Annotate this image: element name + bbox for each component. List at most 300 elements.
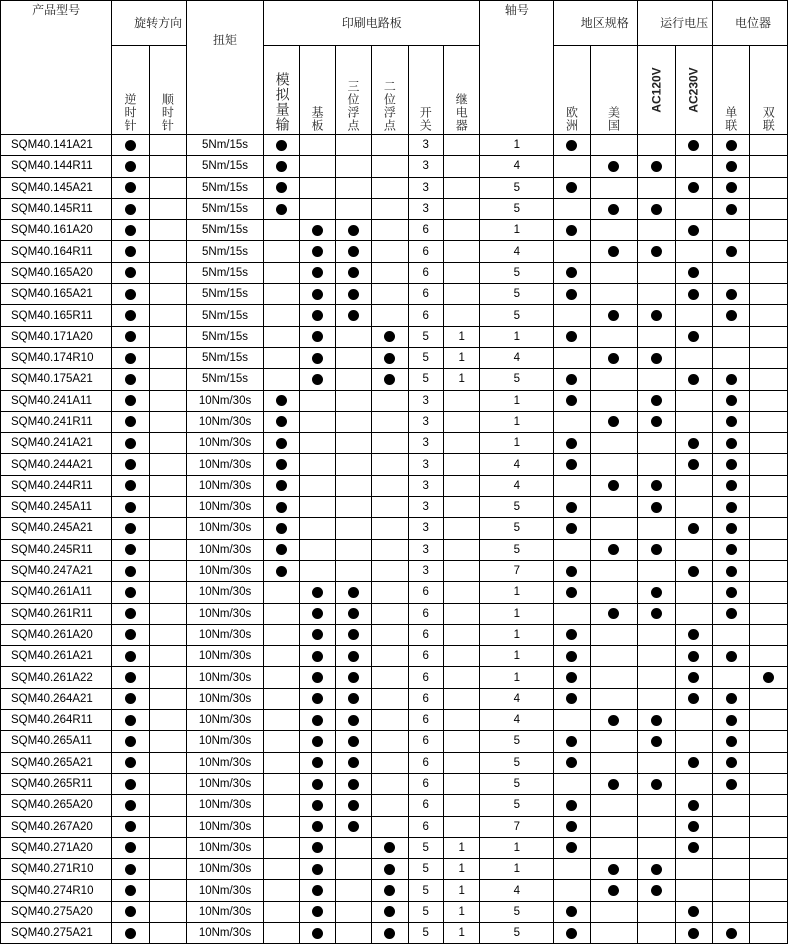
cell-torque-value: 10Nm/30s bbox=[198, 586, 252, 599]
cell-double bbox=[750, 688, 788, 709]
table-row bbox=[1, 262, 788, 283]
cell-cw bbox=[149, 688, 186, 709]
cell-ccw bbox=[112, 603, 149, 624]
cell-shaft bbox=[480, 667, 554, 688]
cell-relay bbox=[443, 262, 479, 283]
cell-analog bbox=[263, 326, 299, 347]
cell-three-point bbox=[335, 369, 371, 390]
cell-ccw bbox=[112, 220, 149, 241]
cell-single-value bbox=[726, 757, 737, 768]
cell-usa bbox=[590, 305, 638, 326]
cell-usa bbox=[590, 135, 638, 156]
cell-single bbox=[713, 901, 750, 922]
cell-three-point bbox=[335, 773, 371, 794]
cell-shaft-value: 1 bbox=[513, 330, 521, 343]
cell-model bbox=[1, 816, 112, 837]
cell-switch bbox=[408, 859, 443, 880]
cell-single bbox=[713, 731, 750, 752]
cell-europe bbox=[554, 752, 590, 773]
cell-switch-value: 3 bbox=[422, 139, 429, 152]
cell-ccw bbox=[112, 241, 149, 262]
cell-model-value: SQM40.274R10 bbox=[11, 884, 94, 897]
cell-analog-value bbox=[276, 459, 287, 470]
cell-europe-value bbox=[566, 225, 577, 236]
cell-switch-value: 6 bbox=[422, 628, 429, 641]
cell-model bbox=[1, 135, 112, 156]
cell-torque-value: 5Nm/15s bbox=[202, 245, 249, 258]
cell-usa bbox=[590, 560, 638, 581]
cell-three-point bbox=[335, 731, 371, 752]
cell-shaft-value: 1 bbox=[513, 671, 521, 684]
cell-three-point-value bbox=[348, 629, 359, 640]
cell-three-point bbox=[335, 922, 371, 943]
cell-three-point-value bbox=[348, 289, 359, 300]
cell-torque-value: 10Nm/30s bbox=[198, 863, 252, 876]
cell-single bbox=[713, 773, 750, 794]
header-base: 基板 bbox=[300, 46, 335, 135]
cell-base-value bbox=[312, 757, 323, 768]
cell-ac230 bbox=[675, 135, 712, 156]
cell-relay-value: 1 bbox=[458, 373, 465, 386]
cell-base-value bbox=[312, 651, 323, 662]
cell-model bbox=[1, 710, 112, 731]
cell-torque-value: 10Nm/30s bbox=[198, 437, 252, 450]
header-voltage: 运行电压 bbox=[638, 1, 713, 46]
cell-torque bbox=[187, 603, 264, 624]
cell-europe-value bbox=[566, 906, 577, 917]
cell-two-point bbox=[372, 518, 408, 539]
cell-usa bbox=[590, 752, 638, 773]
cell-analog bbox=[263, 305, 299, 326]
cell-switch-value: 3 bbox=[422, 437, 429, 450]
cell-three-point bbox=[335, 284, 371, 305]
cell-torque-value: 5Nm/15s bbox=[202, 160, 249, 173]
cell-analog bbox=[263, 411, 299, 432]
cell-single bbox=[713, 433, 750, 454]
cell-analog bbox=[263, 369, 299, 390]
cell-shaft bbox=[480, 859, 554, 880]
cell-ac120-value bbox=[651, 864, 662, 875]
cell-base-value bbox=[312, 225, 323, 236]
cell-single bbox=[713, 326, 750, 347]
cell-analog-value bbox=[276, 140, 287, 151]
cell-ccw bbox=[112, 369, 149, 390]
cell-usa-value bbox=[608, 608, 619, 619]
cell-model bbox=[1, 795, 112, 816]
cell-base bbox=[300, 220, 335, 241]
cell-three-point bbox=[335, 241, 371, 262]
cell-base bbox=[300, 624, 335, 645]
cell-shaft-value: 7 bbox=[513, 565, 521, 578]
cell-analog bbox=[263, 582, 299, 603]
cell-switch-value: 6 bbox=[422, 245, 429, 258]
cell-shaft-value: 1 bbox=[513, 437, 521, 450]
cell-shaft-value: 1 bbox=[513, 607, 521, 620]
cell-ac230 bbox=[675, 880, 712, 901]
cell-base bbox=[300, 241, 335, 262]
cell-relay bbox=[443, 135, 479, 156]
cell-base-value bbox=[312, 779, 323, 790]
cell-three-point bbox=[335, 624, 371, 645]
cell-model bbox=[1, 262, 112, 283]
cell-shaft-value: 7 bbox=[513, 820, 521, 833]
cell-ccw bbox=[112, 454, 149, 475]
cell-relay-value: 1 bbox=[458, 352, 465, 365]
cell-torque bbox=[187, 667, 264, 688]
cell-base-value bbox=[312, 331, 323, 342]
cell-base bbox=[300, 710, 335, 731]
cell-three-point bbox=[335, 305, 371, 326]
cell-europe bbox=[554, 305, 590, 326]
cell-base bbox=[300, 284, 335, 305]
cell-shaft-value: 1 bbox=[513, 628, 521, 641]
cell-ccw bbox=[112, 560, 149, 581]
cell-model-value: SQM40.275A20 bbox=[11, 905, 93, 918]
header-torque: 扭矩 bbox=[187, 1, 264, 135]
cell-model bbox=[1, 688, 112, 709]
cell-usa bbox=[590, 837, 638, 858]
cell-base-value bbox=[312, 715, 323, 726]
cell-ac120-value bbox=[651, 502, 662, 513]
cell-cw bbox=[149, 284, 186, 305]
cell-cw bbox=[149, 837, 186, 858]
cell-switch bbox=[408, 284, 443, 305]
cell-europe-value bbox=[566, 928, 577, 939]
cell-ccw bbox=[112, 305, 149, 326]
cell-shaft bbox=[480, 241, 554, 262]
cell-base bbox=[300, 135, 335, 156]
cell-ac120 bbox=[638, 433, 675, 454]
cell-ac120 bbox=[638, 560, 675, 581]
cell-shaft-value: 5 bbox=[513, 927, 521, 940]
cell-relay bbox=[443, 773, 479, 794]
cell-cw bbox=[149, 859, 186, 880]
cell-relay bbox=[443, 560, 479, 581]
table-row bbox=[1, 539, 788, 560]
cell-torque bbox=[187, 624, 264, 645]
cell-relay-value: 1 bbox=[458, 905, 465, 918]
cell-ac230-value bbox=[688, 267, 699, 278]
cell-shaft-value: 5 bbox=[513, 309, 521, 322]
cell-model bbox=[1, 220, 112, 241]
cell-shaft-value: 4 bbox=[513, 160, 521, 173]
cell-double bbox=[750, 347, 788, 368]
cell-single-value bbox=[726, 161, 737, 172]
cell-relay bbox=[443, 305, 479, 326]
table-row bbox=[1, 220, 788, 241]
cell-model-value: SQM40.261A21 bbox=[11, 650, 93, 663]
cell-analog-value bbox=[276, 182, 287, 193]
cell-europe bbox=[554, 731, 590, 752]
cell-europe bbox=[554, 497, 590, 518]
header-ccw: 逆时针 bbox=[112, 46, 149, 135]
cell-two-point bbox=[372, 667, 408, 688]
cell-torque bbox=[187, 752, 264, 773]
cell-model-value: SQM40.241R11 bbox=[11, 416, 93, 428]
cell-analog bbox=[263, 667, 299, 688]
cell-single-value bbox=[726, 651, 737, 662]
cell-single bbox=[713, 475, 750, 496]
cell-cw bbox=[149, 177, 186, 198]
cell-ac230 bbox=[675, 390, 712, 411]
cell-ccw-value bbox=[125, 161, 136, 172]
cell-ccw-value bbox=[125, 608, 136, 619]
cell-cw bbox=[149, 241, 186, 262]
cell-model-value: SQM40.161A20 bbox=[11, 224, 93, 237]
cell-single bbox=[713, 454, 750, 475]
cell-ac120 bbox=[638, 241, 675, 262]
cell-shaft bbox=[480, 347, 554, 368]
cell-base bbox=[300, 369, 335, 390]
cell-three-point bbox=[335, 560, 371, 581]
cell-usa bbox=[590, 922, 638, 943]
cell-switch-value: 6 bbox=[422, 288, 429, 301]
cell-switch bbox=[408, 901, 443, 922]
cell-ccw-value bbox=[125, 842, 136, 853]
cell-ac120-value bbox=[651, 736, 662, 747]
cell-single-value bbox=[726, 204, 737, 215]
cell-europe-value bbox=[566, 651, 577, 662]
cell-double bbox=[750, 667, 788, 688]
cell-usa bbox=[590, 582, 638, 603]
cell-europe-value bbox=[566, 523, 577, 534]
cell-ccw bbox=[112, 326, 149, 347]
table-row bbox=[1, 390, 788, 411]
cell-model-value: SQM40.261A20 bbox=[11, 628, 93, 641]
cell-base bbox=[300, 539, 335, 560]
cell-europe-value bbox=[566, 587, 577, 598]
cell-base bbox=[300, 880, 335, 901]
cell-ac120 bbox=[638, 688, 675, 709]
cell-shaft-value: 5 bbox=[513, 799, 521, 812]
cell-three-point-value bbox=[348, 715, 359, 726]
cell-relay-value: 1 bbox=[458, 330, 465, 343]
cell-europe-value bbox=[566, 693, 577, 704]
cell-europe-value bbox=[566, 374, 577, 385]
cell-ccw bbox=[112, 922, 149, 943]
cell-three-point bbox=[335, 156, 371, 177]
cell-relay bbox=[443, 667, 479, 688]
cell-europe bbox=[554, 433, 590, 454]
cell-torque bbox=[187, 454, 264, 475]
cell-ac230-value bbox=[688, 140, 699, 151]
cell-ccw-value bbox=[125, 821, 136, 832]
cell-single-value bbox=[726, 693, 737, 704]
cell-model bbox=[1, 646, 112, 667]
cell-model bbox=[1, 475, 112, 496]
table-row bbox=[1, 773, 788, 794]
cell-two-point-value bbox=[384, 906, 395, 917]
cell-switch bbox=[408, 731, 443, 752]
cell-single bbox=[713, 560, 750, 581]
cell-double bbox=[750, 603, 788, 624]
cell-switch-value: 6 bbox=[422, 714, 429, 727]
cell-torque-value: 10Nm/30s bbox=[198, 607, 252, 620]
cell-base bbox=[300, 667, 335, 688]
cell-ac120 bbox=[638, 518, 675, 539]
cell-ac120 bbox=[638, 624, 675, 645]
cell-single bbox=[713, 156, 750, 177]
cell-torque bbox=[187, 539, 264, 560]
cell-single-value bbox=[726, 480, 737, 491]
cell-cw bbox=[149, 752, 186, 773]
cell-switch-value: 3 bbox=[422, 458, 429, 471]
cell-two-point bbox=[372, 326, 408, 347]
cell-switch-value: 3 bbox=[422, 160, 429, 173]
cell-model-value: SQM40.165A21 bbox=[11, 288, 93, 301]
cell-shaft bbox=[480, 518, 554, 539]
cell-switch bbox=[408, 710, 443, 731]
cell-ccw-value bbox=[125, 438, 136, 449]
cell-ccw bbox=[112, 518, 149, 539]
cell-shaft-value: 1 bbox=[513, 863, 521, 876]
cell-usa bbox=[590, 731, 638, 752]
cell-three-point bbox=[335, 475, 371, 496]
cell-cw bbox=[149, 369, 186, 390]
cell-ac120 bbox=[638, 816, 675, 837]
cell-relay bbox=[443, 411, 479, 432]
cell-base-value bbox=[312, 864, 323, 875]
cell-double bbox=[750, 752, 788, 773]
table-row bbox=[1, 859, 788, 880]
cell-ac230-value bbox=[688, 374, 699, 385]
cell-shaft bbox=[480, 901, 554, 922]
cell-shaft bbox=[480, 731, 554, 752]
cell-shaft bbox=[480, 646, 554, 667]
cell-two-point bbox=[372, 710, 408, 731]
cell-ccw bbox=[112, 752, 149, 773]
cell-analog bbox=[263, 859, 299, 880]
cell-double bbox=[750, 539, 788, 560]
cell-switch bbox=[408, 688, 443, 709]
cell-torque-value: 10Nm/30s bbox=[198, 927, 252, 940]
cell-shaft-value: 5 bbox=[513, 778, 521, 791]
cell-ccw-value bbox=[125, 906, 136, 917]
cell-model-value: SQM40.164R11 bbox=[11, 245, 93, 258]
cell-cw bbox=[149, 667, 186, 688]
cell-base bbox=[300, 688, 335, 709]
cell-ac230-value bbox=[688, 182, 699, 193]
cell-torque-value: 10Nm/30s bbox=[198, 458, 252, 471]
cell-model-value: SQM40.264R11 bbox=[11, 714, 93, 727]
cell-model-value: SQM40.245R11 bbox=[11, 543, 93, 556]
cell-ac120 bbox=[638, 582, 675, 603]
cell-europe bbox=[554, 710, 590, 731]
cell-usa-value bbox=[608, 779, 619, 790]
cell-two-point-value bbox=[384, 885, 395, 896]
cell-europe-value bbox=[566, 821, 577, 832]
cell-cw bbox=[149, 560, 186, 581]
cell-europe-value bbox=[566, 182, 577, 193]
cell-usa bbox=[590, 411, 638, 432]
cell-relay bbox=[443, 880, 479, 901]
cell-base-value bbox=[312, 267, 323, 278]
cell-ac230-value bbox=[688, 289, 699, 300]
cell-model bbox=[1, 922, 112, 943]
cell-three-point-value bbox=[348, 821, 359, 832]
cell-europe bbox=[554, 220, 590, 241]
cell-ac230 bbox=[675, 837, 712, 858]
cell-shaft-value: 5 bbox=[513, 756, 521, 769]
cell-switch bbox=[408, 262, 443, 283]
cell-analog bbox=[263, 390, 299, 411]
cell-three-point bbox=[335, 837, 371, 858]
cell-switch bbox=[408, 135, 443, 156]
cell-shaft-value: 5 bbox=[513, 288, 521, 301]
header-three-point: 三位浮点 bbox=[335, 46, 371, 135]
cell-europe bbox=[554, 411, 590, 432]
cell-switch-value: 6 bbox=[422, 266, 429, 279]
cell-ac120 bbox=[638, 262, 675, 283]
cell-three-point bbox=[335, 326, 371, 347]
cell-single-value bbox=[726, 395, 737, 406]
cell-model bbox=[1, 624, 112, 645]
cell-usa bbox=[590, 497, 638, 518]
cell-ac230 bbox=[675, 347, 712, 368]
cell-torque bbox=[187, 177, 264, 198]
cell-switch bbox=[408, 497, 443, 518]
cell-switch-value: 6 bbox=[422, 671, 429, 684]
cell-switch-value: 5 bbox=[422, 330, 429, 343]
cell-shaft-value: 1 bbox=[513, 139, 521, 152]
cell-shaft bbox=[480, 816, 554, 837]
cell-analog bbox=[263, 710, 299, 731]
table-row bbox=[1, 880, 788, 901]
cell-switch bbox=[408, 773, 443, 794]
cell-torque bbox=[187, 646, 264, 667]
cell-ac230 bbox=[675, 284, 712, 305]
cell-analog bbox=[263, 539, 299, 560]
cell-cw bbox=[149, 582, 186, 603]
table-row bbox=[1, 710, 788, 731]
cell-ccw bbox=[112, 710, 149, 731]
cell-shaft-value: 4 bbox=[513, 458, 521, 471]
cell-shaft bbox=[480, 326, 554, 347]
cell-ac230 bbox=[675, 667, 712, 688]
cell-three-point bbox=[335, 539, 371, 560]
cell-base-value bbox=[312, 310, 323, 321]
cell-europe bbox=[554, 603, 590, 624]
cell-shaft bbox=[480, 475, 554, 496]
cell-ccw-value bbox=[125, 395, 136, 406]
cell-usa bbox=[590, 284, 638, 305]
cell-ac230 bbox=[675, 901, 712, 922]
cell-double bbox=[750, 475, 788, 496]
cell-analog bbox=[263, 795, 299, 816]
cell-ac230 bbox=[675, 731, 712, 752]
cell-base bbox=[300, 177, 335, 198]
cell-relay-value: 1 bbox=[458, 863, 465, 876]
cell-ac230-value bbox=[688, 566, 699, 577]
cell-two-point bbox=[372, 795, 408, 816]
cell-ac230 bbox=[675, 603, 712, 624]
header-rotation: 旋转方向 bbox=[112, 1, 187, 46]
cell-cw bbox=[149, 497, 186, 518]
table-row bbox=[1, 433, 788, 454]
cell-two-point-value bbox=[384, 864, 395, 875]
cell-two-point bbox=[372, 241, 408, 262]
cell-shaft bbox=[480, 795, 554, 816]
cell-two-point bbox=[372, 624, 408, 645]
cell-europe-value bbox=[566, 331, 577, 342]
cell-analog-value bbox=[276, 161, 287, 172]
cell-model-value: SQM40.264A21 bbox=[11, 692, 93, 705]
cell-usa bbox=[590, 177, 638, 198]
cell-usa bbox=[590, 816, 638, 837]
cell-switch bbox=[408, 880, 443, 901]
cell-torque bbox=[187, 773, 264, 794]
cell-single bbox=[713, 624, 750, 645]
